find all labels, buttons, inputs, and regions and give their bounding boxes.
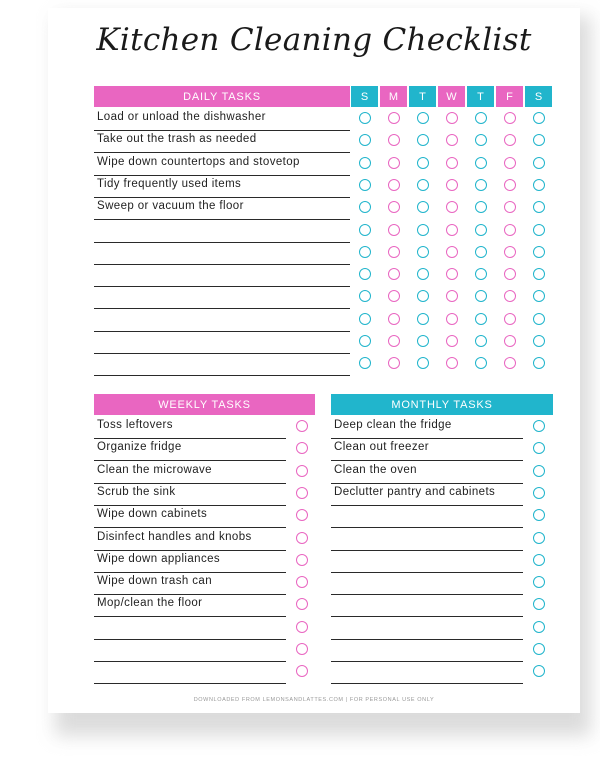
weekly-checkbox[interactable] bbox=[296, 665, 308, 677]
weekly-task-row bbox=[94, 594, 286, 617]
day-checkbox[interactable] bbox=[475, 246, 487, 258]
weekly-task-row bbox=[94, 639, 286, 662]
weekly-task-row bbox=[94, 528, 286, 551]
day-checkbox[interactable] bbox=[417, 112, 429, 124]
day-checkbox[interactable] bbox=[359, 313, 371, 325]
day-checkbox[interactable] bbox=[504, 268, 516, 280]
day-checkbox[interactable] bbox=[475, 313, 487, 325]
day-checkbox[interactable] bbox=[533, 224, 545, 236]
task-label: Deep clean the fridge bbox=[334, 419, 452, 431]
day-checkbox[interactable] bbox=[359, 268, 371, 280]
monthly-checkbox[interactable] bbox=[533, 532, 545, 544]
task-label: Wipe down trash can bbox=[97, 575, 212, 588]
weekly-checkbox[interactable] bbox=[296, 598, 308, 610]
day-checkbox[interactable] bbox=[504, 313, 516, 325]
task-label: Wipe down appliances bbox=[97, 552, 221, 565]
day-checkbox[interactable] bbox=[417, 268, 429, 280]
day-checkbox[interactable] bbox=[446, 268, 458, 280]
day-checkbox[interactable] bbox=[475, 335, 487, 347]
weekly-task-row bbox=[94, 661, 286, 684]
task-label: Disinfect handles and knobs bbox=[97, 530, 252, 543]
day-checkbox[interactable] bbox=[533, 357, 545, 369]
task-label: Clean the microwave bbox=[97, 463, 212, 476]
day-header: T bbox=[409, 86, 436, 107]
day-checkbox[interactable] bbox=[388, 357, 400, 369]
daily-task-row bbox=[94, 309, 350, 332]
day-checkbox[interactable] bbox=[359, 357, 371, 369]
weekly-task-row bbox=[94, 483, 286, 506]
day-checkbox[interactable] bbox=[475, 290, 487, 302]
day-checkbox[interactable] bbox=[359, 224, 371, 236]
monthly-task-row bbox=[331, 617, 523, 640]
daily-task-row bbox=[94, 264, 350, 287]
day-checkbox[interactable] bbox=[475, 224, 487, 236]
day-checkbox[interactable] bbox=[417, 201, 429, 213]
day-checkbox[interactable] bbox=[504, 179, 516, 191]
weekly-checkbox[interactable] bbox=[296, 576, 308, 588]
task-label: Declutter pantry and cabinets bbox=[334, 485, 496, 498]
monthly-task-row bbox=[331, 483, 523, 506]
day-checkbox[interactable] bbox=[359, 157, 371, 169]
monthly-task-row bbox=[331, 572, 523, 595]
page-title: Kitchen Cleaning Checklist bbox=[96, 22, 532, 58]
day-checkbox[interactable] bbox=[504, 134, 516, 146]
monthly-task-row bbox=[331, 438, 523, 461]
monthly-task-row bbox=[331, 594, 523, 617]
task-label: Mop/clean the floor bbox=[97, 597, 203, 610]
weekly-checkbox[interactable] bbox=[296, 532, 308, 544]
day-checkbox[interactable] bbox=[533, 157, 545, 169]
day-checkbox[interactable] bbox=[446, 179, 458, 191]
day-checkbox[interactable] bbox=[446, 246, 458, 258]
day-checkbox[interactable] bbox=[533, 246, 545, 258]
weekly-task-row bbox=[94, 572, 286, 595]
day-checkbox[interactable] bbox=[475, 112, 487, 124]
day-checkbox[interactable] bbox=[417, 134, 429, 146]
day-checkbox[interactable] bbox=[504, 201, 516, 213]
task-label: Clean the oven bbox=[334, 463, 417, 476]
day-checkbox[interactable] bbox=[359, 335, 371, 347]
day-checkbox[interactable] bbox=[446, 335, 458, 347]
monthly-checkbox[interactable] bbox=[533, 665, 545, 677]
day-header: S bbox=[351, 86, 378, 107]
day-checkbox[interactable] bbox=[504, 290, 516, 302]
daily-task-row bbox=[94, 220, 350, 243]
day-checkbox[interactable] bbox=[359, 201, 371, 213]
task-label: Tidy frequently used items bbox=[97, 177, 242, 190]
day-checkbox[interactable] bbox=[388, 134, 400, 146]
monthly-checkbox[interactable] bbox=[533, 465, 545, 477]
daily-task-row bbox=[94, 286, 350, 309]
day-header: F bbox=[496, 86, 523, 107]
weekly-checkbox[interactable] bbox=[296, 554, 308, 566]
weekly-task-row bbox=[94, 461, 286, 484]
weekly-checkbox[interactable] bbox=[296, 487, 308, 499]
task-label: Wipe down countertops and stovetop bbox=[97, 155, 300, 168]
day-checkbox[interactable] bbox=[533, 179, 545, 191]
monthly-checkbox[interactable] bbox=[533, 420, 545, 432]
monthly-task-row bbox=[331, 661, 523, 684]
daily-task-row bbox=[94, 108, 350, 131]
daily-task-row bbox=[94, 153, 350, 176]
weekly-task-row bbox=[94, 550, 286, 573]
day-checkbox[interactable] bbox=[446, 157, 458, 169]
monthly-checkbox[interactable] bbox=[533, 576, 545, 588]
monthly-task-row bbox=[331, 550, 523, 573]
monthly-task-row bbox=[331, 528, 523, 551]
day-header: S bbox=[525, 86, 552, 107]
weekly-checkbox[interactable] bbox=[296, 621, 308, 633]
day-checkbox[interactable] bbox=[417, 313, 429, 325]
day-checkbox[interactable] bbox=[504, 224, 516, 236]
day-checkbox[interactable] bbox=[533, 268, 545, 280]
daily-tasks-header: DAILY TASKS bbox=[94, 86, 350, 107]
day-checkbox[interactable] bbox=[388, 313, 400, 325]
weekly-task-row bbox=[94, 416, 286, 439]
day-checkbox[interactable] bbox=[388, 290, 400, 302]
task-label: Sweep or vacuum the floor bbox=[97, 200, 244, 213]
day-checkbox[interactable] bbox=[475, 357, 487, 369]
day-header: M bbox=[380, 86, 407, 107]
day-header: W bbox=[438, 86, 465, 107]
day-checkbox[interactable] bbox=[388, 335, 400, 347]
daily-task-row bbox=[94, 130, 350, 153]
daily-task-row bbox=[94, 197, 350, 220]
day-checkbox[interactable] bbox=[533, 313, 545, 325]
monthly-checkbox[interactable] bbox=[533, 442, 545, 454]
day-checkbox[interactable] bbox=[504, 246, 516, 258]
day-checkbox[interactable] bbox=[417, 179, 429, 191]
weekly-checkbox[interactable] bbox=[296, 420, 308, 432]
day-checkbox[interactable] bbox=[417, 246, 429, 258]
day-checkbox[interactable] bbox=[504, 112, 516, 124]
day-checkbox[interactable] bbox=[417, 335, 429, 347]
weekly-task-row bbox=[94, 505, 286, 528]
day-checkbox[interactable] bbox=[388, 224, 400, 236]
weekly-checkbox[interactable] bbox=[296, 465, 308, 477]
day-checkbox[interactable] bbox=[388, 179, 400, 191]
task-label: Clean out freezer bbox=[334, 441, 430, 454]
day-checkbox[interactable] bbox=[446, 201, 458, 213]
day-checkbox[interactable] bbox=[446, 112, 458, 124]
task-label: Scrub the sink bbox=[97, 485, 176, 498]
day-checkbox[interactable] bbox=[533, 290, 545, 302]
day-checkbox[interactable] bbox=[417, 157, 429, 169]
day-checkbox[interactable] bbox=[533, 134, 545, 146]
monthly-task-row bbox=[331, 416, 523, 439]
day-checkbox[interactable] bbox=[504, 157, 516, 169]
monthly-task-row bbox=[331, 461, 523, 484]
weekly-checkbox[interactable] bbox=[296, 643, 308, 655]
day-checkbox[interactable] bbox=[446, 357, 458, 369]
task-label: Wipe down cabinets bbox=[97, 508, 208, 521]
day-checkbox[interactable] bbox=[504, 357, 516, 369]
day-checkbox[interactable] bbox=[388, 112, 400, 124]
day-checkbox[interactable] bbox=[533, 335, 545, 347]
day-checkbox[interactable] bbox=[359, 134, 371, 146]
day-checkbox[interactable] bbox=[417, 290, 429, 302]
day-checkbox[interactable] bbox=[446, 134, 458, 146]
day-checkbox[interactable] bbox=[475, 179, 487, 191]
monthly-task-row bbox=[331, 639, 523, 662]
monthly-checkbox[interactable] bbox=[533, 554, 545, 566]
day-checkbox[interactable] bbox=[475, 157, 487, 169]
day-checkbox[interactable] bbox=[475, 268, 487, 280]
day-checkbox[interactable] bbox=[388, 246, 400, 258]
task-label: Toss leftovers bbox=[97, 419, 173, 431]
weekly-task-row bbox=[94, 617, 286, 640]
task-label: Organize fridge bbox=[97, 441, 182, 454]
day-checkbox[interactable] bbox=[388, 201, 400, 213]
day-checkbox[interactable] bbox=[475, 134, 487, 146]
day-checkbox[interactable] bbox=[359, 112, 371, 124]
monthly-checkbox[interactable] bbox=[533, 487, 545, 499]
day-checkbox[interactable] bbox=[475, 201, 487, 213]
monthly-checkbox[interactable] bbox=[533, 643, 545, 655]
day-checkbox[interactable] bbox=[388, 157, 400, 169]
day-checkbox[interactable] bbox=[446, 313, 458, 325]
day-checkbox[interactable] bbox=[359, 246, 371, 258]
monthly-checkbox[interactable] bbox=[533, 598, 545, 610]
monthly-checkbox[interactable] bbox=[533, 621, 545, 633]
weekly-checkbox[interactable] bbox=[296, 442, 308, 454]
day-checkbox[interactable] bbox=[417, 357, 429, 369]
task-label: Take out the trash as needed bbox=[97, 133, 257, 146]
day-checkbox[interactable] bbox=[504, 335, 516, 347]
day-checkbox[interactable] bbox=[533, 112, 545, 124]
weekly-task-row bbox=[94, 438, 286, 461]
daily-task-row bbox=[94, 175, 350, 198]
day-checkbox[interactable] bbox=[446, 290, 458, 302]
monthly-checkbox[interactable] bbox=[533, 509, 545, 521]
day-checkbox[interactable] bbox=[388, 268, 400, 280]
day-checkbox[interactable] bbox=[446, 224, 458, 236]
day-checkbox[interactable] bbox=[359, 179, 371, 191]
daily-task-row bbox=[94, 331, 350, 354]
monthly-tasks-header: MONTHLY TASKS bbox=[331, 394, 553, 415]
day-checkbox[interactable] bbox=[417, 224, 429, 236]
task-label: Load or unload the dishwasher bbox=[97, 111, 266, 123]
day-checkbox[interactable] bbox=[533, 201, 545, 213]
daily-task-row bbox=[94, 242, 350, 265]
weekly-tasks-header: WEEKLY TASKS bbox=[94, 394, 315, 415]
day-checkbox[interactable] bbox=[359, 290, 371, 302]
weekly-checkbox[interactable] bbox=[296, 509, 308, 521]
daily-task-row bbox=[94, 353, 350, 376]
monthly-task-row bbox=[331, 505, 523, 528]
checklist-page bbox=[48, 8, 580, 713]
footer-note: DOWNLOADED FROM LEMONSANDLATTES.COM | FOR PERSONAL USE ONLY bbox=[193, 697, 435, 703]
day-header: T bbox=[467, 86, 494, 107]
